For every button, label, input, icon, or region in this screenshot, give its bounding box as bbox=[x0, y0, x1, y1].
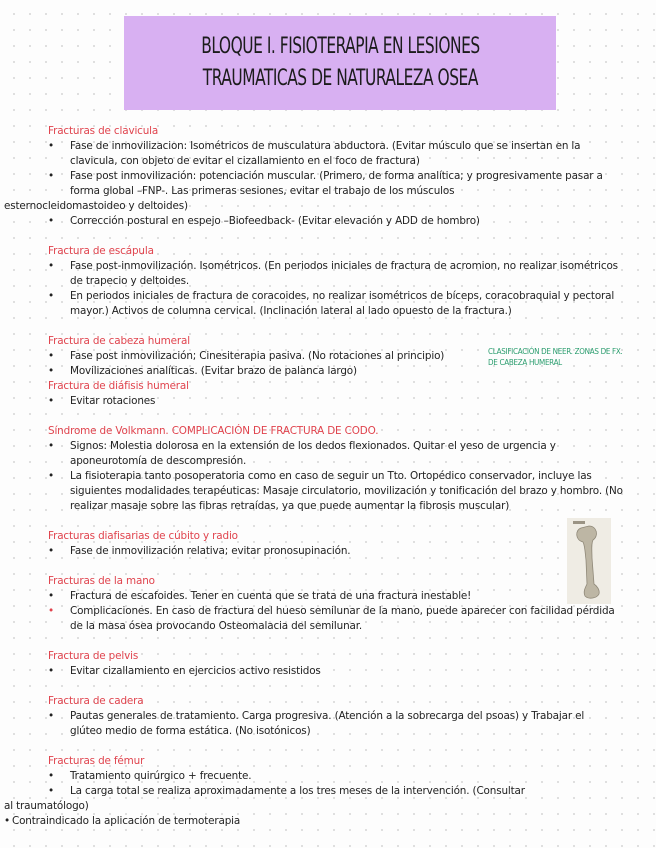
list-item bbox=[48, 769, 628, 784]
bullet: • bbox=[48, 215, 54, 227]
section-title: Fracturas de clavicula bbox=[48, 125, 159, 137]
list-item bbox=[48, 364, 488, 379]
list-item-text: Tratamiento quirúrgico + frecuente. bbox=[70, 770, 252, 782]
list-item bbox=[48, 709, 588, 739]
bullet: • bbox=[48, 605, 54, 617]
section-cabeza-humeral bbox=[48, 334, 488, 379]
title-line-1: BLOQUE I. FISIOTERAPIA EN LESIONES bbox=[200, 34, 480, 59]
bullet: • bbox=[48, 440, 54, 452]
list-item bbox=[48, 394, 628, 409]
section-pelvis bbox=[48, 649, 628, 679]
list-item bbox=[4, 814, 628, 829]
section-title: Fractura de pelvis bbox=[48, 650, 139, 662]
list-item-text: Pautas generales de tratamiento. Carga progresiva. (Atención a la sobrecarga del psoas) y Trabajar el glúteo medio de forma estática. (No isotónicos) bbox=[70, 710, 585, 737]
section-cubito-radio bbox=[48, 529, 628, 559]
list-item bbox=[48, 259, 628, 289]
bullet: • bbox=[4, 815, 10, 827]
list-item bbox=[48, 589, 628, 604]
list-item-continuation: al traumatólogo) bbox=[4, 800, 89, 812]
list-item bbox=[48, 214, 628, 229]
list-item-text: Fractura de escafoides. Tener en cuenta que se trata de una fractura inestable! bbox=[70, 590, 472, 602]
section-title: Fracturas diafisarias de cúbito y radio bbox=[48, 530, 238, 542]
section-mano bbox=[48, 574, 628, 634]
list-item-text: Fase de inmovilización relativa; evitar pronosupinación. bbox=[70, 545, 351, 557]
list-item-text: Corrección postural en espejo –Biofeedback- (Evitar elevación y ADD de hombro) bbox=[70, 215, 480, 227]
list-item-text: Movilizaciones analíticas. (Evitar brazo de palanca largo) bbox=[70, 365, 357, 377]
list-item-text: Signos: Molestia dolorosa en la extensión de los dedos flexionados. Quitar el yeso de urgencia y aponeurotomía de descompresión. bbox=[70, 440, 556, 467]
section-title: Síndrome de Volkmann. COMPLICACIÓN DE FRACTURA DE CODO. bbox=[48, 425, 379, 437]
list-item-text: Contraindicado la aplicación de termoterapia bbox=[12, 815, 241, 827]
section-cadera bbox=[48, 694, 588, 739]
bullet: • bbox=[48, 470, 54, 482]
bullet: • bbox=[48, 365, 54, 377]
section-title: Fracturas de la mano bbox=[48, 575, 155, 587]
title-banner bbox=[124, 16, 556, 110]
section-escapula bbox=[48, 244, 628, 319]
section-femur bbox=[4, 754, 628, 829]
notes-content bbox=[4, 124, 628, 829]
list-item-text: Complicaciones. En caso de fractura del hueso semilunar de la mano, puede aparecer con facilidad pérdida de la masa ósea provocando Osteomalacia del semilunar. bbox=[70, 605, 615, 632]
bullet: • bbox=[48, 170, 54, 182]
bullet: • bbox=[48, 350, 54, 362]
list-item bbox=[48, 784, 628, 799]
section-diafisis-humeral bbox=[48, 379, 628, 409]
list-item-text: Fase de inmovilizacion: Isométricos de musculatura abductora. (Evitar músculo que se insertan en la clavicula, con objeto de evitar el cizallamiento en el foco de fractura) bbox=[70, 140, 581, 167]
list-item bbox=[48, 169, 628, 199]
list-item-continuation: esternocleidomastoideo y deltoides) bbox=[4, 200, 188, 212]
section-volkmann bbox=[48, 424, 628, 514]
section-clavicula bbox=[4, 124, 628, 229]
list-item bbox=[48, 289, 628, 319]
list-item-text: La carga total se realiza aproximadamente a los tres meses de la intervención. (Consultar bbox=[70, 785, 525, 797]
list-item-text: Evitar cizallamiento en ejercicios activo resistidos bbox=[70, 665, 321, 677]
bullet: • bbox=[48, 395, 54, 407]
section-title: Fractura de diáfisis humeral bbox=[48, 380, 189, 392]
list-item-text: Fase post-inmovilización. Isométricos. (En periodos iniciales de fractura de acromion, no realizar isométricos de trapecio y deltoides. bbox=[70, 260, 618, 287]
bullet: • bbox=[48, 260, 54, 272]
list-item bbox=[48, 469, 628, 514]
bullet: • bbox=[48, 140, 54, 152]
side-note-neer: CLASIFICACIÓN DE NEER. ZONAS DE FX. DE CABEZA HUMERAL bbox=[488, 347, 623, 367]
bullet: • bbox=[48, 545, 54, 557]
list-item bbox=[48, 349, 488, 364]
bullet: • bbox=[48, 770, 54, 782]
list-item bbox=[48, 139, 628, 169]
section-title: Fracturas de fémur bbox=[48, 755, 145, 767]
list-item-text: Fase post inmovilización; Cinesiterapia pasiva. (No rotaciones al principio) bbox=[70, 350, 445, 362]
list-item-text: Evitar rotaciones bbox=[70, 395, 156, 407]
bullet: • bbox=[48, 665, 54, 677]
list-item-text: La fisioterapia tanto posoperatoria como en caso de seguir un Tto. Ortopédico conservador, incluye las siguientes modalidades terapéuticas: Masaje circulatorio, movilización y tonificación del brazo y hombro. (No realizar masaje sobre las fibras retraídas, ya que puede aumentar la fibrosis muscular) bbox=[70, 470, 623, 512]
list-item bbox=[48, 544, 628, 559]
bullet: • bbox=[48, 785, 54, 797]
bullet: • bbox=[48, 710, 54, 722]
list-item bbox=[48, 664, 628, 679]
section-title: Fractura de cadera bbox=[48, 695, 144, 707]
list-item bbox=[48, 604, 628, 634]
section-title: Fractura de escápula bbox=[48, 245, 154, 257]
bullet: • bbox=[48, 290, 54, 302]
list-item-text: En periodos iniciales de fractura de coracoides, no realizar isométricos de bíceps, coracobraquial y pectoral mayor.) Activos de columna cervical. (Inclinación lateral al lado opuesto de la fractura.) bbox=[70, 290, 615, 317]
bullet: • bbox=[48, 590, 54, 602]
list-item bbox=[48, 439, 628, 469]
section-title: Fractura de cabeza humeral bbox=[48, 335, 190, 347]
title-line-2: TRAUMATICAS DE NATURALEZA OSEA bbox=[202, 66, 478, 91]
list-item-text: Fase post inmovilización: potenciación muscular. (Primero, de forma analítica; y progresivamente pasar a forma global –FNP-. Las primeras sesiones, evitar el trabajo de los músculos bbox=[70, 170, 603, 197]
